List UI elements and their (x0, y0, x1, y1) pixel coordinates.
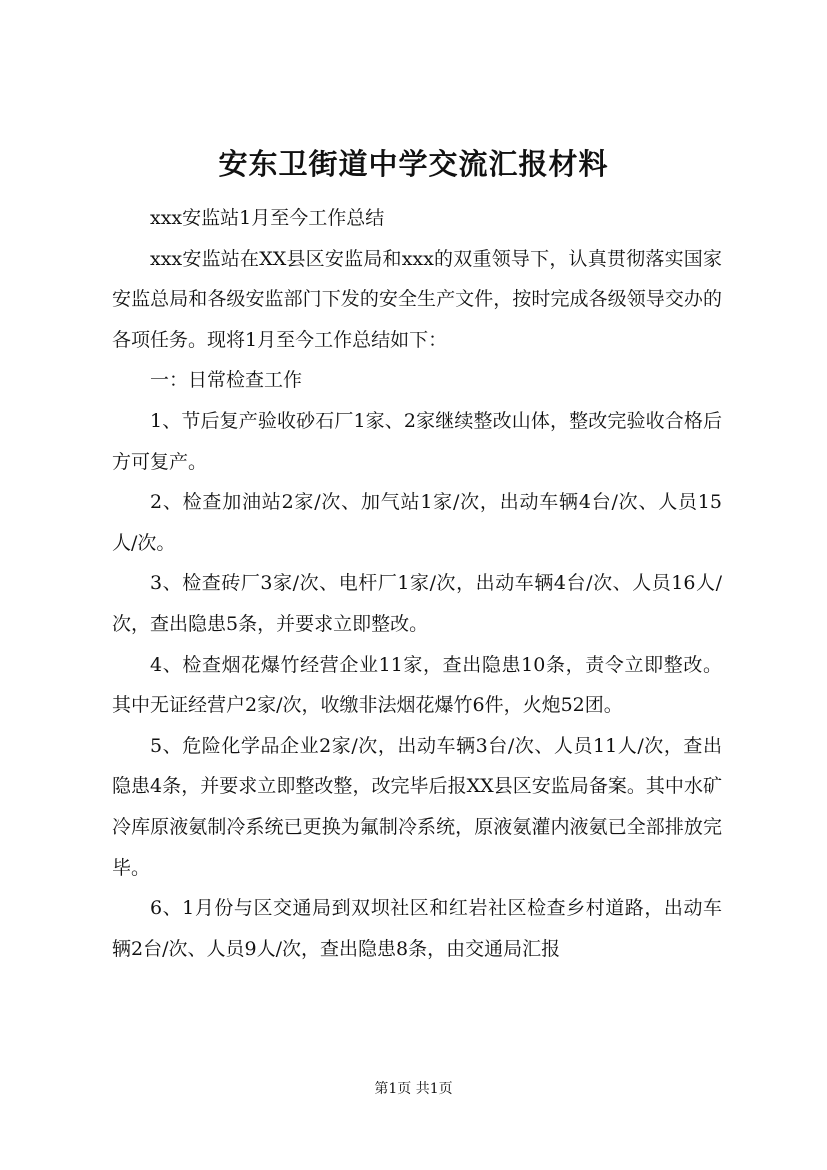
list-item-3: 3、检查砖厂3家/次、电杆厂1家/次，出动车辆4台/次、人员16人/次，查出隐患5条，并要求立即整改。 (112, 572, 722, 635)
list-item-2: 2、检查加油站2家/次、加气站1家/次，出动车辆4台/次、人员15人/次。 (112, 491, 722, 554)
document-body (112, 198, 722, 969)
list-item-4: 4、检查烟花爆竹经营企业11家，查出隐患10条，责令立即整改。其中无证经营户2家/次，收缴非法烟花爆竹6件，火炮52团。 (112, 653, 722, 717)
list-item-5: 5、危险化学品企业2家/次，出动车辆3台/次、人员11人/次，查出隐患4条，并要求立即整改整，改完毕后报XX县区安监局备案。其中水矿冷库原液氨制冷系统已更换为氟制冷系统，原液氨灌内液氨已全部排放完毕。 (112, 734, 722, 879)
page-footer: 第1页 共1页 (374, 1081, 453, 1097)
subtitle-paragraph: xxx安监站1月至今工作总结 (150, 207, 385, 229)
section-heading: 一：日常检查工作 (150, 369, 303, 392)
intro-paragraph: xxx安监站在XX县区安监局和xxx的双重领导下，认真贯彻落实国家安监总局和各级安监部门下发的安全生产文件，按时完成各级领导交办的各项任务。现将1月至今工作总结如下： (112, 247, 722, 351)
document-title: 安东卫街道中学交流汇报材料 (218, 147, 609, 181)
list-item-1: 1、节后复产验收砂石厂1家、2家继续整改山体，整改完验收合格后方可复产。 (112, 409, 722, 473)
list-item-6: 6、1月份与区交通局到双坝社区和红岩社区检查乡村道路，出动车辆2台/次、人员9人/次，查出隐患8条，由交通局汇报 (112, 897, 722, 960)
